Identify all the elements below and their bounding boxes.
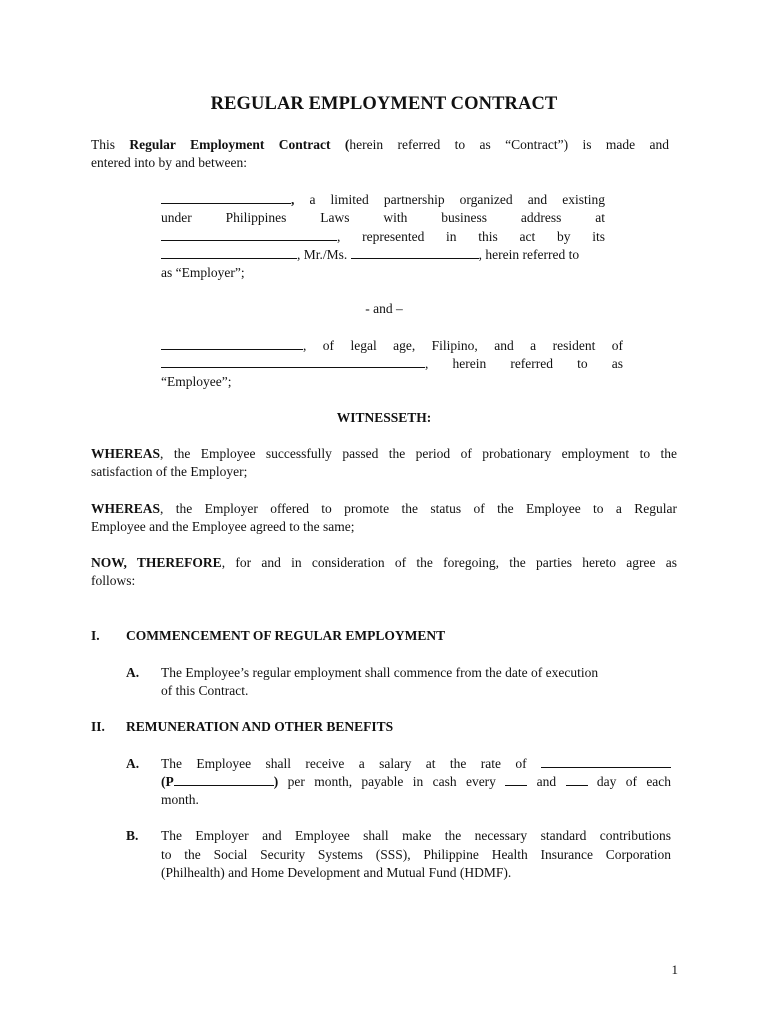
pay-day-2-blank[interactable]	[566, 773, 588, 786]
section-2-b-line-2: to the Social Security Systems (SSS), Philippine Health Insurance Corporation	[161, 847, 671, 862]
whereas-2-line-1: WHEREAS, the Employer offered to promote the status of the Employee to a Regular	[91, 501, 677, 516]
section-2-number: II.	[91, 719, 105, 734]
employee-name-blank[interactable]	[161, 337, 303, 350]
section-2-a-line-1: The Employee shall receive a salary at the rate of	[161, 755, 671, 774]
now-therefore-line-1: NOW, THEREFORE, for and in consideration of the foregoing, the parties hereto agree as	[91, 555, 678, 570]
section-2-b-line-3: (Philhealth) and Home Development and Mutual Fund (HDMF).	[161, 865, 512, 880]
section-2-a-label: A.	[126, 756, 140, 771]
employer-name-blank[interactable]	[161, 191, 291, 204]
section-2-a-line-2: (P ) per month, payable in cash every and day of each	[161, 774, 672, 789]
whereas-1-line-1: WHEREAS, the Employee successfully passed the period of probationary employment to the	[91, 446, 677, 461]
employer-line-1: , a limited partnership organized and existing	[161, 191, 605, 210]
section-2-a-line-3: month.	[161, 792, 199, 807]
intro-line-1: This Regular Employment Contract (herein referred to as “Contract”) is made and	[91, 137, 670, 152]
document-title: REGULAR EMPLOYMENT CONTRACT	[210, 94, 558, 114]
page-number: 1	[671, 962, 678, 977]
representative-name-blank[interactable]	[351, 246, 479, 259]
section-2-b-label: B.	[126, 828, 139, 843]
employee-line-2: , herein referred to as	[161, 355, 623, 374]
witnesseth-heading: WITNESSETH:	[336, 410, 432, 425]
section-1-a-line-1: The Employee’s regular employment shall commence from the date of execution	[161, 665, 599, 680]
section-2-b-line-1: The Employer and Employee shall make the necessary standard contributions	[161, 828, 671, 843]
and-separator: - and –	[365, 301, 403, 316]
section-1-number: I.	[91, 628, 100, 643]
whereas-2-line-2: Employee and the Employee agreed to the same;	[91, 519, 355, 534]
intro-line-2: entered into by and between:	[91, 155, 247, 170]
employer-line-2: under Philippines Laws with business address at	[161, 210, 605, 225]
salary-amount-blank[interactable]	[174, 773, 274, 786]
employer-line-4: , Mr./Ms. , herein referred to	[161, 246, 605, 265]
employee-line-3: “Employee”;	[161, 374, 232, 389]
employer-position-blank[interactable]	[161, 246, 297, 259]
pay-day-1-blank[interactable]	[505, 773, 527, 786]
now-therefore-line-2: follows:	[91, 573, 136, 588]
section-1-heading: COMMENCEMENT OF REGULAR EMPLOYMENT	[126, 628, 446, 643]
employer-line-5: as “Employer”;	[161, 265, 245, 280]
employee-line-1: , of legal age, Filipino, and a resident of	[161, 337, 623, 356]
section-2-heading: REMUNERATION AND OTHER BENEFITS	[126, 719, 394, 734]
whereas-1-line-2: satisfaction of the Employer;	[91, 464, 248, 479]
employee-address-blank[interactable]	[161, 355, 425, 368]
section-1-a-line-2: of this Contract.	[161, 683, 249, 698]
section-1-a-label: A.	[126, 665, 140, 680]
salary-words-blank[interactable]	[541, 755, 671, 768]
business-address-blank[interactable]	[161, 228, 337, 241]
employer-line-3: , represented in this act by its	[161, 228, 605, 247]
